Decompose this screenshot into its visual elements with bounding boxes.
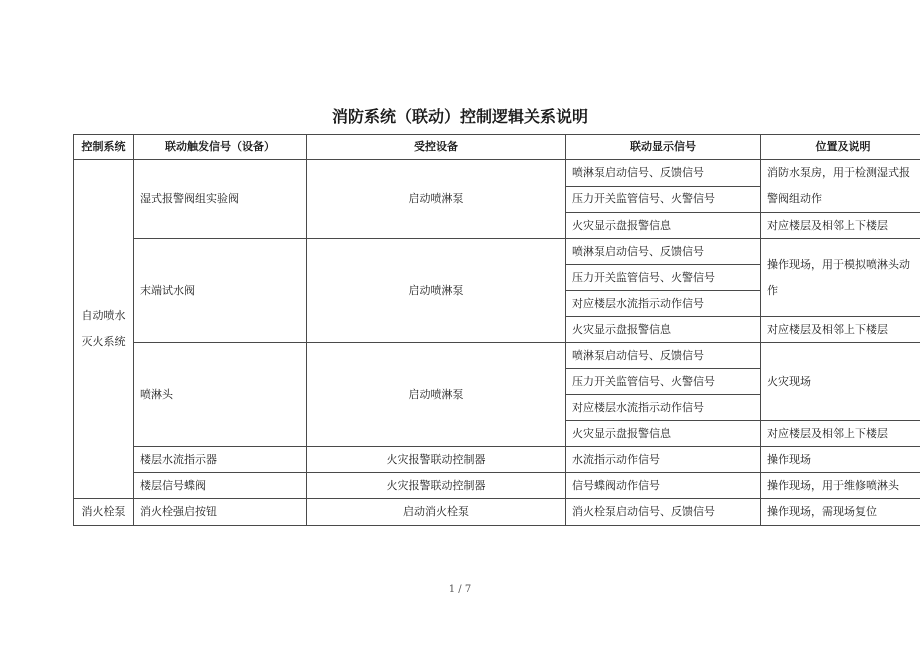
signal-cell: 火灾显示盘报警信息 [566,421,761,447]
table-header-row [74,135,920,160]
location-cell: 对应楼层及相邻上下楼层 [761,213,920,239]
location-cell: 操作现场，用于模拟喷淋头动作 [761,239,920,317]
signal-cell: 水流指示动作信号 [566,447,761,473]
signal-cell: 火灾显示盘报警信息 [566,317,761,343]
trigger-cell: 湿式报警阀组实验阀 [134,160,307,239]
location-cell: 操作现场，需现场复位 [761,499,920,526]
signal-cell: 喷淋泵启动信号、反馈信号 [566,160,761,187]
device-cell: 启动喷淋泵 [307,160,566,239]
location-cell: 消防水泵房，用于检测湿式报警阀组动作 [761,160,920,213]
signal-cell: 压力开关监管信号、火警信号 [566,186,761,213]
device-cell: 火灾报警联动控制器 [307,447,566,473]
system-cell-hydrant: 消火栓泵 [74,499,134,526]
header-control-system: 控制系统 [74,135,134,160]
header-trigger: 联动触发信号（设备） [134,135,307,160]
header-location: 位置及说明 [761,135,920,160]
trigger-cell: 楼层水流指示器 [134,447,307,473]
header-controlled-device: 受控设备 [307,135,566,160]
location-cell: 对应楼层及相邻上下楼层 [761,421,920,447]
signal-cell: 喷淋泵启动信号、反馈信号 [566,343,761,369]
signal-cell: 压力开关监管信号、火警信号 [566,369,761,395]
signal-cell: 火灾显示盘报警信息 [566,213,761,239]
trigger-cell: 末端试水阀 [134,239,307,343]
signal-cell: 对应楼层水流指示动作信号 [566,291,761,317]
location-cell: 操作现场，用于维修喷淋头 [761,473,920,499]
location-cell: 火灾现场 [761,343,920,421]
table-row [74,343,920,369]
trigger-cell: 喷淋头 [134,343,307,447]
trigger-cell: 楼层信号蝶阀 [134,473,307,499]
header-display-signal: 联动显示信号 [566,135,761,160]
device-cell: 启动消火栓泵 [307,499,566,526]
location-cell: 对应楼层及相邻上下楼层 [761,317,920,343]
device-cell: 启动喷淋泵 [307,343,566,447]
table-row [74,160,920,187]
signal-cell: 压力开关监管信号、火警信号 [566,265,761,291]
table-row [74,499,920,526]
device-cell: 火灾报警联动控制器 [307,473,566,499]
signal-cell: 信号蝶阀动作信号 [566,473,761,499]
signal-cell: 喷淋泵启动信号、反馈信号 [566,239,761,265]
system-cell-sprinkler: 自动喷水灭火系统 [74,160,134,499]
signal-cell: 对应楼层水流指示动作信号 [566,395,761,421]
trigger-cell: 消火栓强启按钮 [134,499,307,526]
table-row [74,447,920,473]
table-row [74,239,920,265]
device-cell: 启动喷淋泵 [307,239,566,343]
location-cell: 操作现场 [761,447,920,473]
signal-cell: 消火栓泵启动信号、反馈信号 [566,499,761,526]
table-row [74,473,920,499]
page-title: 消防系统（联动）控制逻辑关系说明 [331,107,588,126]
logic-table [73,134,920,526]
page-number: 1 / 7 [448,584,472,595]
